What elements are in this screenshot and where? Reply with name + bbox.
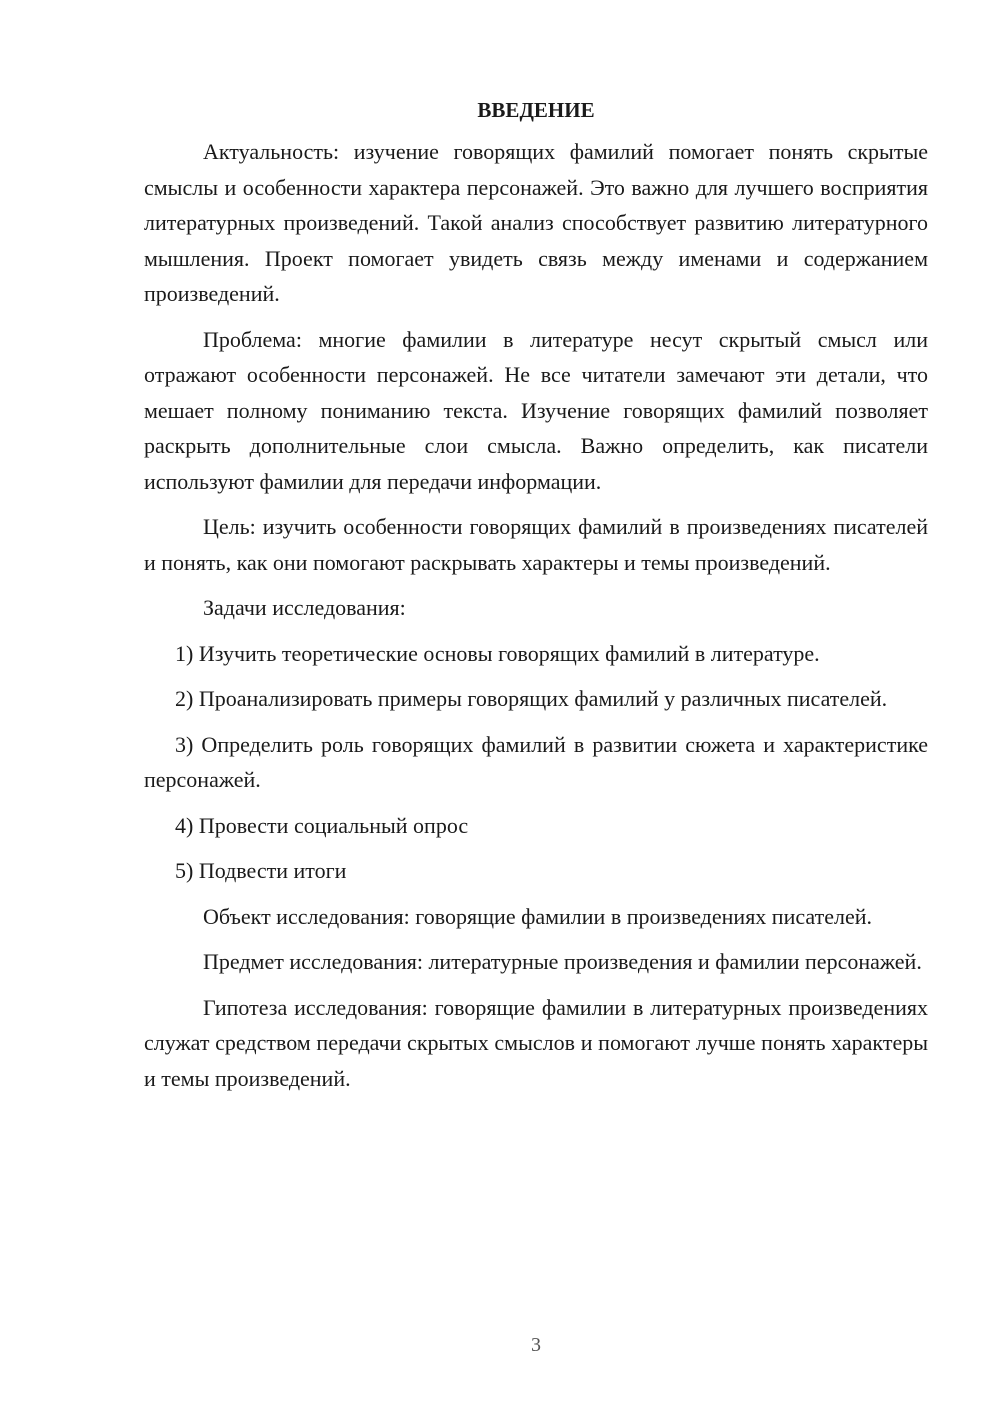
page-body bbox=[144, 96, 928, 1106]
tasks-heading: Задачи исследования: bbox=[203, 595, 406, 620]
goal-paragraph: Цель: изучить особенности говорящих фамилий в произведениях писателей и понять, как они помогают раскрывать характеры и темы произведений. bbox=[144, 514, 928, 575]
relevance-paragraph: Актуальность: изучение говорящих фамилий помогает понять скрытые смыслы и особенности характера персонажей. Это важно для лучшего восприятия литературных произведений. Такой анализ способствует развитию литературного мышления. Проект помогает увидеть связь между именами и содержанием произведений. bbox=[144, 139, 928, 306]
object-paragraph: Объект исследования: говорящие фамилии в произведениях писателей. bbox=[203, 903, 872, 929]
task-item-1: 1) Изучить теоретические основы говорящих фамилий в литературе. bbox=[175, 640, 820, 666]
task-item-5: 5) Подвести итоги bbox=[175, 858, 347, 883]
task-item-3: 3) Определить роль говорящих фамилий в развитии сюжета и характеристике персонажей. bbox=[144, 731, 928, 792]
task-item-2: 2) Проанализировать примеры говорящих фамилий у различных писателей. bbox=[175, 686, 888, 711]
page-number: 3 bbox=[531, 1334, 541, 1356]
subject-paragraph: Предмет исследования: литературные произведения и фамилии персонажей. bbox=[203, 949, 922, 974]
problem-paragraph: Проблема: многие фамилии в литературе несут скрытый смысл или отражают особенности персонажей. Не все читатели замечают эти детали, что мешает полному пониманию текста. Изучение говорящих фамилий позволяет раскрыть дополнительные слои смысла. Важно определить, как писатели используют фамилии для передачи информации. bbox=[144, 326, 928, 494]
section-title: ВВЕДЕНИЕ bbox=[477, 98, 595, 122]
hypothesis-paragraph: Гипотеза исследования: говорящие фамилии в литературных произведениях служат средством передачи скрытых смыслов и помогают лучше понять характеры и темы произведений. bbox=[144, 994, 928, 1091]
task-item-4: 4) Провести социальный опрос bbox=[175, 812, 469, 838]
